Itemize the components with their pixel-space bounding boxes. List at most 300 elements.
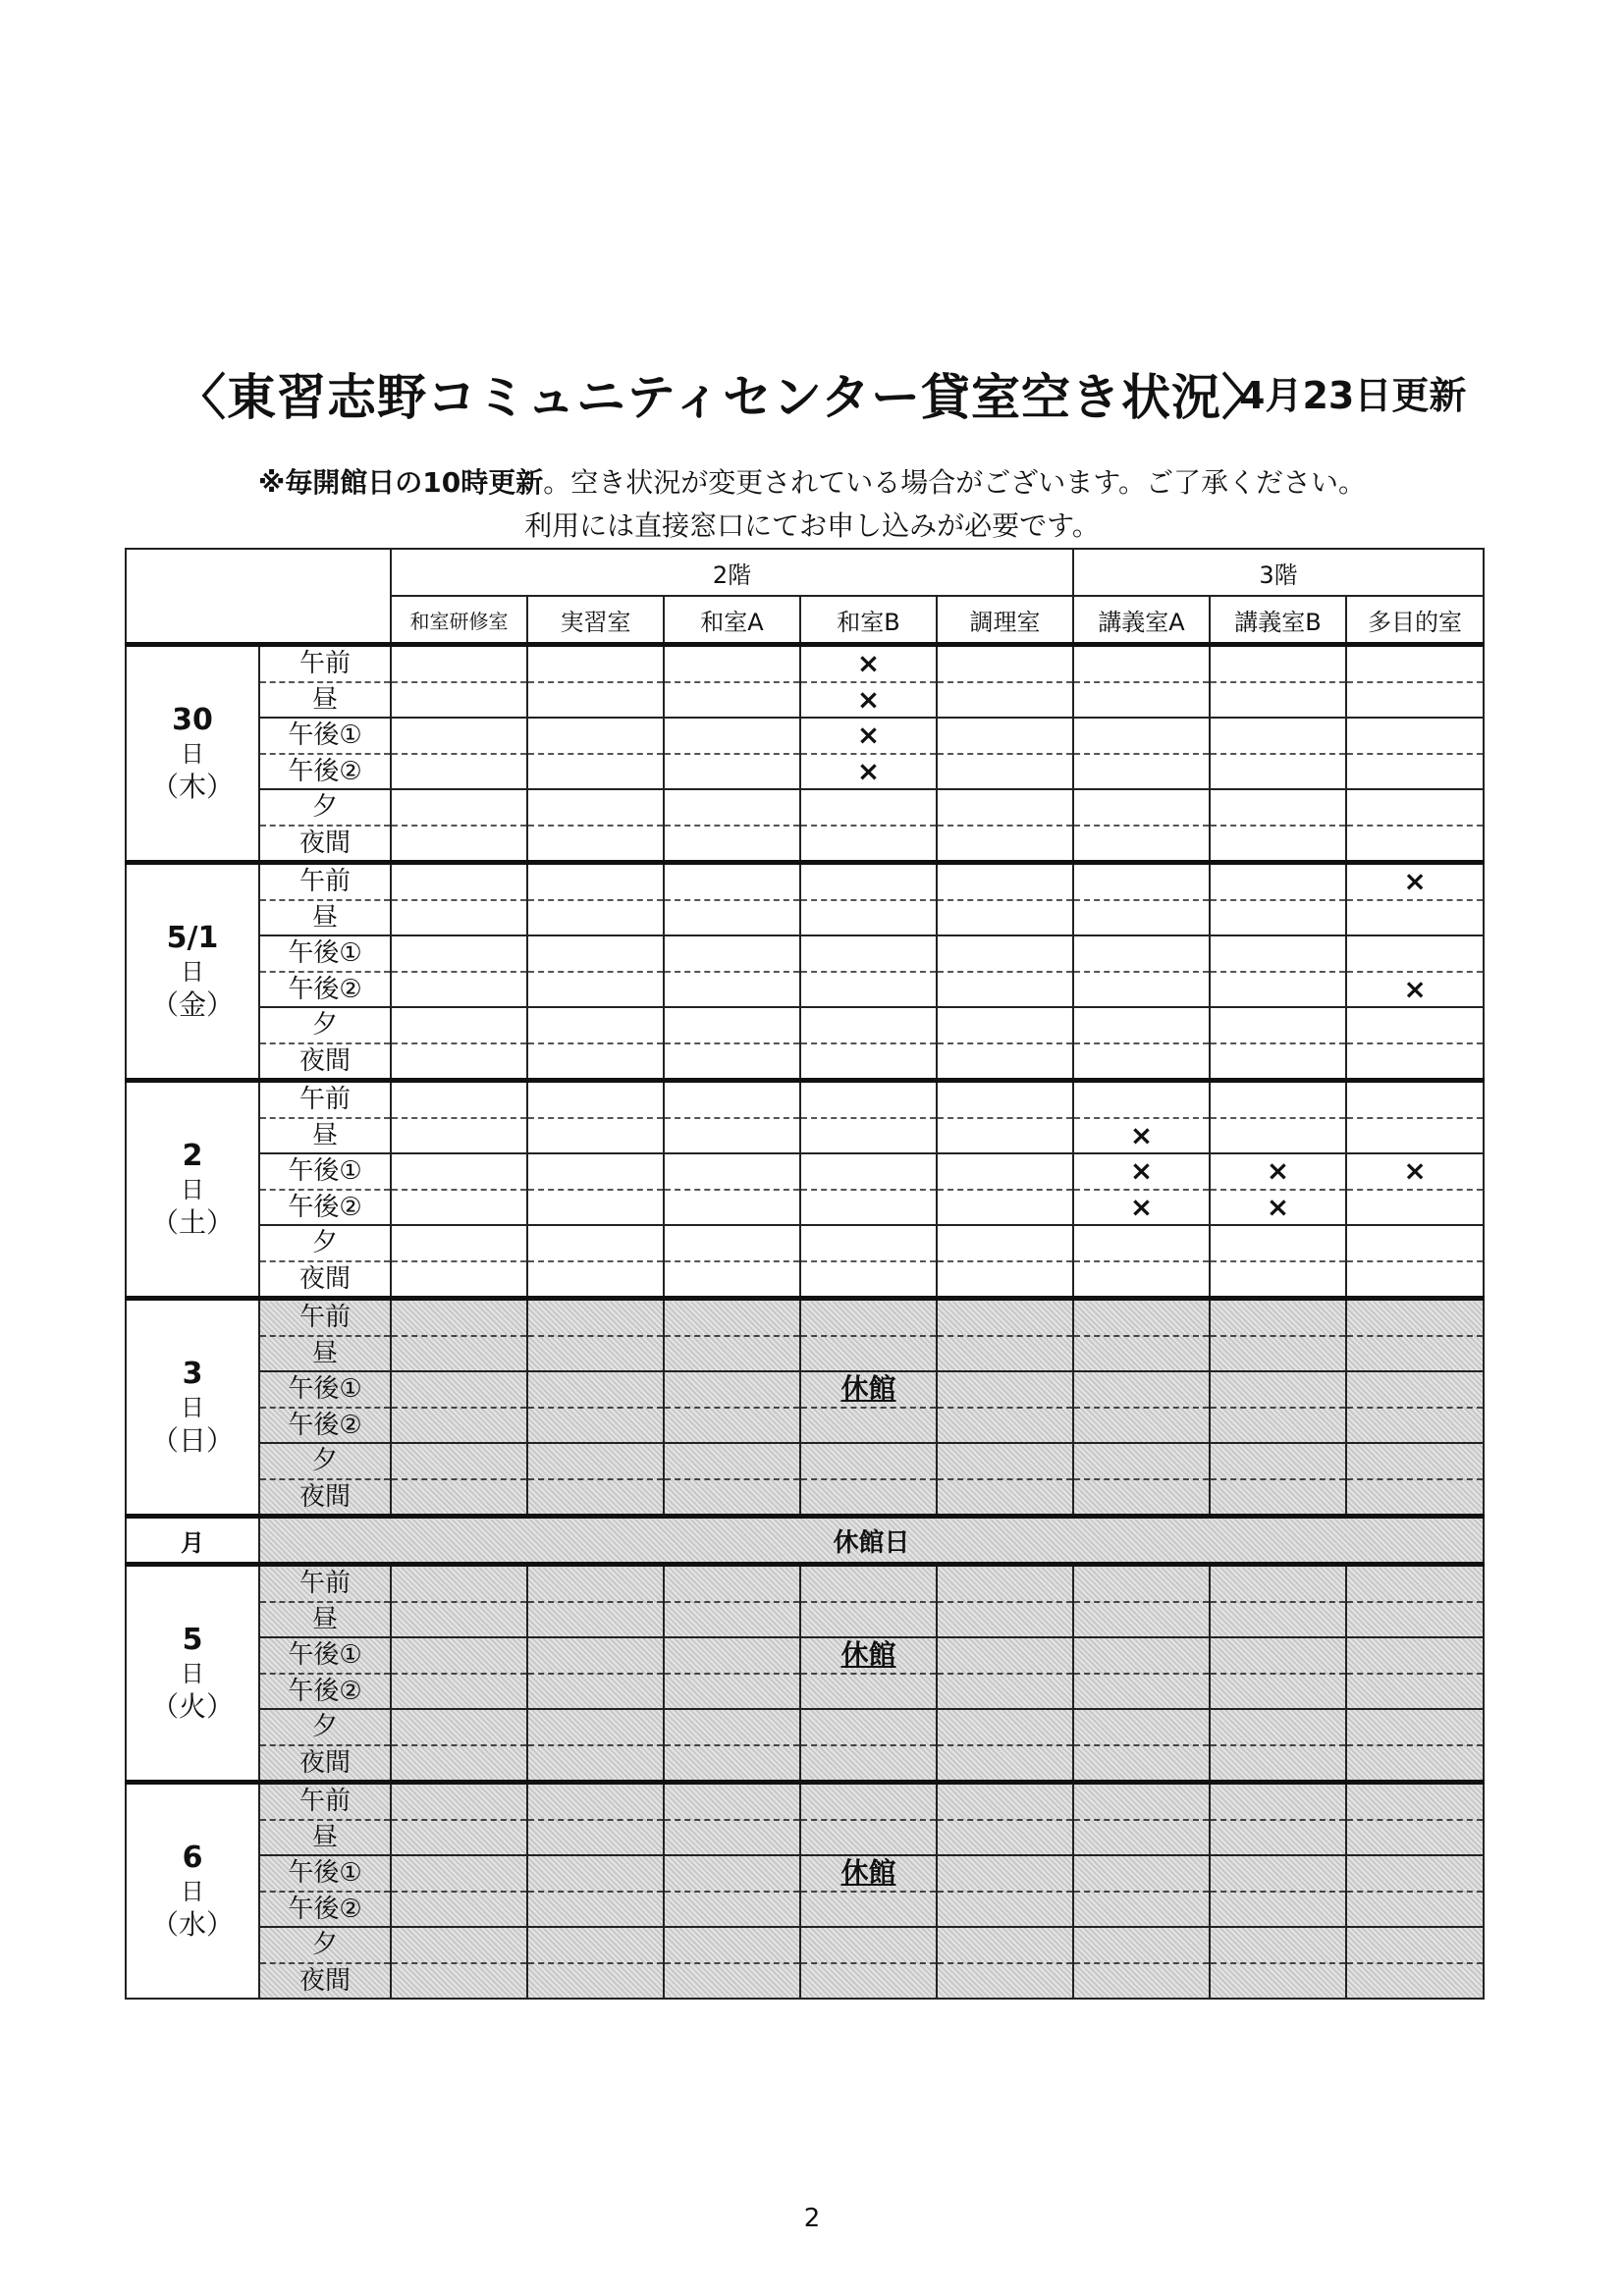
booked-mark: × [1403, 1154, 1427, 1188]
slot-value [665, 1567, 799, 1601]
slot-value [665, 1928, 799, 1962]
slot-value [1211, 1189, 1345, 1225]
slot-value [528, 1478, 663, 1515]
availability-cell [937, 1637, 1073, 1709]
availability-cell [391, 1443, 527, 1517]
slot-value [392, 1042, 526, 1079]
slot-value [665, 1226, 799, 1260]
slot-label: 昼 [260, 899, 390, 935]
slot-value [1347, 936, 1483, 971]
slot-value [938, 647, 1072, 681]
slot-value [528, 899, 663, 935]
availability-cell [391, 1153, 527, 1225]
availability-cell [1346, 645, 1484, 719]
slot-value [528, 1567, 663, 1601]
slot-value [801, 1744, 936, 1781]
slot-value [665, 790, 799, 825]
availability-cell [1073, 1225, 1210, 1299]
slot-label: 午後① [288, 1374, 362, 1405]
slot-value [1347, 647, 1483, 681]
availability-cell [800, 1007, 937, 1081]
slot-value [1211, 647, 1345, 681]
slot-value [1074, 1601, 1209, 1637]
slot-value [1074, 1189, 1209, 1225]
availability-cell [1346, 1855, 1484, 1927]
day-char: 日 [181, 1176, 204, 1204]
slot-label: 夜間 [260, 1478, 390, 1515]
slot-group-row [126, 645, 1484, 719]
slot-value [528, 1189, 663, 1225]
day-char: 日 [181, 1660, 204, 1688]
availability-cell [937, 1927, 1073, 1999]
availability-cell [937, 1443, 1073, 1517]
slot-value [528, 1083, 663, 1117]
slot-value [665, 1638, 799, 1673]
availability-cell [800, 1443, 937, 1517]
slot-value [392, 825, 526, 861]
slot-value [1074, 1478, 1209, 1515]
slot-value [1074, 1856, 1209, 1891]
availability-cell [937, 1299, 1073, 1372]
availability-cell [1210, 1855, 1346, 1927]
availability-cell [1073, 1081, 1210, 1154]
availability-cell [937, 1783, 1073, 1856]
day-label [126, 645, 259, 863]
slot-value [801, 1478, 936, 1515]
slot-value [1211, 681, 1345, 718]
slot-value [1211, 1601, 1345, 1637]
availability-cell [664, 1081, 800, 1154]
availability-cell [1073, 1927, 1210, 1999]
slot-value [1347, 1154, 1483, 1189]
booked-mark: × [1266, 1190, 1290, 1223]
slot-value [1211, 1673, 1345, 1709]
slot-value [528, 1008, 663, 1042]
slot-value [392, 1478, 526, 1515]
slot-value [1347, 1444, 1483, 1478]
availability-cell [1210, 718, 1346, 789]
day-of-week: （水） [150, 1908, 234, 1942]
slot-value [528, 1407, 663, 1443]
availability-cell [391, 789, 527, 863]
slot-value [1211, 1785, 1345, 1819]
slot-value [801, 1154, 936, 1189]
availability-cell [800, 1153, 937, 1225]
slot-value [1347, 865, 1483, 899]
slot-value [665, 1301, 799, 1335]
slot-value [801, 936, 936, 971]
slot-value [1211, 1567, 1345, 1601]
slot-value [1074, 1744, 1209, 1781]
day-label [126, 1299, 259, 1517]
slot-group-row [126, 1565, 1484, 1638]
slot-value [528, 1673, 663, 1709]
slot-value [1074, 681, 1209, 718]
update-notice [0, 461, 1624, 501]
slot-value [528, 647, 663, 681]
slot-value [392, 1819, 526, 1855]
slot-value [528, 1928, 663, 1962]
slot-value [1347, 790, 1483, 825]
slot-value [528, 1335, 663, 1371]
availability-cell [1073, 1371, 1210, 1443]
slot-value [665, 899, 799, 935]
slot-value [1347, 1638, 1483, 1673]
slot-label: 午後② [260, 753, 390, 789]
slot-label-cell [259, 1637, 391, 1709]
room-header: 講義室A [1073, 596, 1210, 645]
availability-cell [391, 718, 527, 789]
slot-value [392, 1260, 526, 1297]
slot-value [528, 1117, 663, 1153]
availability-cell [937, 718, 1073, 789]
updated-date: 4月23日更新 [1239, 374, 1467, 417]
availability-cell [1346, 1565, 1484, 1638]
slot-value [1074, 971, 1209, 1007]
slot-value [1347, 1226, 1483, 1260]
availability-cell [527, 1299, 664, 1372]
slot-value [801, 1260, 936, 1297]
slot-value [528, 865, 663, 899]
slot-value [665, 1042, 799, 1079]
slot-value [938, 1891, 1072, 1927]
slot-label: 昼 [260, 1819, 390, 1855]
slot-value [938, 1928, 1072, 1962]
slot-value [938, 1710, 1072, 1744]
slot-value [1211, 1301, 1345, 1335]
slot-value [392, 1567, 526, 1601]
slot-value [1074, 1673, 1209, 1709]
availability-cell [800, 1927, 937, 1999]
slot-value [665, 1260, 799, 1297]
slot-value [392, 1301, 526, 1335]
booked-mark: × [856, 754, 881, 787]
availability-cell [664, 935, 800, 1007]
availability-cell [1210, 1007, 1346, 1081]
slot-value [1211, 1710, 1345, 1744]
availability-cell [1346, 1371, 1484, 1443]
slot-value [392, 1710, 526, 1744]
availability-cell [527, 1855, 664, 1927]
availability-cell [1210, 1371, 1346, 1443]
page-number: 2 [803, 2204, 821, 2233]
availability-cell [527, 1565, 664, 1638]
slot-value [665, 1154, 799, 1189]
slot-value [392, 899, 526, 935]
availability-cell [527, 1783, 664, 1856]
availability-cell [664, 1855, 800, 1927]
availability-cell [800, 935, 937, 1007]
availability-cell [1210, 1927, 1346, 1999]
slot-value [1347, 753, 1483, 789]
room-header: 講義室B [1210, 596, 1346, 645]
slot-label: 午前 [298, 867, 351, 897]
slot-value [938, 681, 1072, 718]
slot-value [801, 681, 936, 718]
slot-value [1347, 1260, 1483, 1297]
slot-label-cell [259, 789, 391, 863]
slot-value [392, 1407, 526, 1443]
slot-value [1211, 1008, 1345, 1042]
slot-value [528, 971, 663, 1007]
slot-label: 午後① [288, 1156, 362, 1187]
slot-value [938, 1008, 1072, 1042]
booked-mark: × [1403, 865, 1427, 898]
slot-value [528, 1154, 663, 1189]
availability-cell [1210, 1443, 1346, 1517]
slot-value [1074, 1710, 1209, 1744]
slot-value [1211, 1372, 1345, 1407]
booked-mark: × [1129, 1190, 1154, 1223]
availability-cell [800, 863, 937, 936]
slot-value [528, 936, 663, 971]
day-number: 6 [182, 1841, 203, 1876]
slot-value [801, 1928, 936, 1962]
slot-value [938, 1189, 1072, 1225]
slot-label-cell [259, 1443, 391, 1517]
availability-cell [664, 863, 800, 936]
monday-row [126, 1517, 1484, 1565]
availability-cell [1210, 1081, 1346, 1154]
slot-value [528, 1260, 663, 1297]
slot-value [392, 647, 526, 681]
availability-cell [391, 1927, 527, 1999]
room-header: 多目的室 [1346, 596, 1484, 645]
availability-cell [391, 645, 527, 719]
slot-value [801, 753, 936, 789]
day-label [126, 1783, 259, 2000]
slot-value [1211, 1407, 1345, 1443]
slot-value [938, 1444, 1072, 1478]
availability-cell [937, 1855, 1073, 1927]
slot-value [392, 1638, 526, 1673]
slot-value [938, 1601, 1072, 1637]
slot-value [801, 1117, 936, 1153]
availability-cell [1346, 1153, 1484, 1225]
day-label [126, 863, 259, 1081]
slot-value [1074, 719, 1209, 753]
slot-value [801, 1785, 936, 1819]
slot-value [1211, 1444, 1345, 1478]
availability-cell [1073, 789, 1210, 863]
monday-closed-text [259, 1517, 1484, 1565]
availability-cell [1073, 863, 1210, 936]
slot-value [1347, 1008, 1483, 1042]
slot-value [1347, 825, 1483, 861]
slot-value [665, 1117, 799, 1153]
slot-group-row [126, 1855, 1484, 1927]
slot-label-cell [259, 1855, 391, 1927]
availability-cell [527, 718, 664, 789]
slot-value [1074, 899, 1209, 935]
availability-cell [664, 1443, 800, 1517]
slot-value [1211, 936, 1345, 971]
slot-value [938, 1335, 1072, 1371]
slot-value [801, 1673, 936, 1709]
slot-value [392, 1444, 526, 1478]
corner-cell [126, 549, 391, 645]
slot-value [1211, 1226, 1345, 1260]
availability-cell [527, 1637, 664, 1709]
room-header: 和室研修室 [391, 596, 527, 645]
slot-value [665, 1407, 799, 1443]
slot-value [938, 971, 1072, 1007]
slot-value [938, 1407, 1072, 1443]
availability-cell [1210, 1783, 1346, 1856]
slot-value [1074, 1444, 1209, 1478]
slot-value [1211, 899, 1345, 935]
slot-value [665, 1372, 799, 1407]
slot-value [528, 1710, 663, 1744]
booked-mark: × [1266, 1154, 1290, 1188]
availability-cell [527, 1371, 664, 1443]
slot-label: 夜間 [260, 825, 390, 861]
slot-value [1211, 865, 1345, 899]
availability-cell [800, 1299, 937, 1372]
slot-value [938, 719, 1072, 753]
slot-value [665, 936, 799, 971]
availability-cell [527, 789, 664, 863]
slot-value [801, 865, 936, 899]
slot-value [1211, 1891, 1345, 1927]
slot-group-row [126, 1081, 1484, 1154]
availability-cell [391, 1637, 527, 1709]
slot-label: 午前 [298, 1787, 351, 1817]
slot-value [1347, 1856, 1483, 1891]
availability-cell [1073, 1637, 1210, 1709]
availability-cell [1210, 935, 1346, 1007]
availability-cell [1346, 1783, 1484, 1856]
slot-value [1074, 753, 1209, 789]
availability-cell [664, 1225, 800, 1299]
update-notice-bold: ※毎開館日の10時更新 [258, 466, 544, 499]
booked-mark: × [1403, 972, 1427, 1005]
slot-value [1347, 1601, 1483, 1637]
slot-label-cell [259, 1299, 391, 1372]
day-of-week: （火） [150, 1690, 234, 1724]
availability-cell [937, 1081, 1073, 1154]
slot-label: 午前 [298, 1085, 351, 1115]
availability-cell [527, 1007, 664, 1081]
availability-table [125, 548, 1485, 2000]
slot-value [801, 790, 936, 825]
availability-cell [1073, 645, 1210, 719]
availability-cell [1073, 1153, 1210, 1225]
slot-label: 午後② [260, 1189, 390, 1225]
slot-value [938, 1226, 1072, 1260]
slot-label: 午前 [298, 649, 351, 679]
availability-cell [1073, 1783, 1210, 1856]
slot-label-cell [259, 1081, 391, 1154]
slot-value [938, 1083, 1072, 1117]
availability-cell [391, 863, 527, 936]
slot-label-cell [259, 1371, 391, 1443]
availability-cell [800, 1565, 937, 1638]
slot-value [938, 1962, 1072, 1999]
slot-value [392, 1008, 526, 1042]
slot-value [801, 1301, 936, 1335]
slot-group-row [126, 1225, 1484, 1299]
slot-value [1074, 1891, 1209, 1927]
slot-value [392, 753, 526, 789]
slot-value [1347, 1117, 1483, 1153]
slot-value [938, 1301, 1072, 1335]
availability-cell [527, 1709, 664, 1783]
slot-label-cell [259, 1007, 391, 1081]
slot-value [528, 790, 663, 825]
availability-cell [527, 1225, 664, 1299]
slot-value [938, 1042, 1072, 1079]
floor-2f-header: 2階 [391, 549, 1073, 596]
availability-cell [1346, 1637, 1484, 1709]
day-of-week: （日） [150, 1424, 234, 1458]
slot-value [801, 1601, 936, 1637]
availability-cell [800, 718, 937, 789]
availability-cell [391, 1565, 527, 1638]
availability-cell [1346, 1007, 1484, 1081]
application-notice: 利用には直接窓口にてお申し込みが必要です。 [524, 509, 1100, 542]
slot-value [938, 1785, 1072, 1819]
availability-cell [527, 1927, 664, 1999]
slot-value [392, 865, 526, 899]
slot-value [1074, 1785, 1209, 1819]
slot-value [528, 1042, 663, 1079]
slot-value [801, 1819, 936, 1855]
slot-value [528, 1785, 663, 1819]
slot-value [665, 719, 799, 753]
availability-cell [664, 645, 800, 719]
slot-value [1211, 1117, 1345, 1153]
day-of-week: （金） [150, 988, 234, 1022]
day-number: 5/1 [166, 921, 219, 956]
slot-group-row [126, 718, 1484, 789]
slot-value [1347, 1891, 1483, 1927]
slot-label: 夜間 [260, 1962, 390, 1999]
availability-cell [937, 1709, 1073, 1783]
slot-label: 夕 [311, 792, 338, 823]
availability-cell [664, 1565, 800, 1638]
slot-value [1074, 1226, 1209, 1260]
availability-cell [527, 863, 664, 936]
day-label [126, 1081, 259, 1299]
availability-cell [527, 1081, 664, 1154]
slot-value [1211, 1928, 1345, 1962]
availability-cell [664, 1637, 800, 1709]
availability-cell [800, 1081, 937, 1154]
slot-value [801, 1189, 936, 1225]
slot-value [801, 1083, 936, 1117]
availability-cell [664, 1299, 800, 1372]
closed-label: 休館 [840, 1638, 896, 1672]
availability-cell [1210, 863, 1346, 936]
availability-cell [664, 718, 800, 789]
slot-value [1074, 1042, 1209, 1079]
slot-value [1347, 1673, 1483, 1709]
slot-value [1347, 1335, 1483, 1371]
slot-value [665, 865, 799, 899]
slot-label: 午前 [298, 1303, 351, 1333]
slot-value [938, 1567, 1072, 1601]
availability-cell [1210, 1709, 1346, 1783]
availability-cell [664, 789, 800, 863]
slot-value [1211, 1335, 1345, 1371]
slot-group-row [126, 1709, 1484, 1783]
availability-cell [527, 935, 664, 1007]
slot-value [392, 1673, 526, 1709]
slot-value [1347, 1744, 1483, 1781]
slot-label: 午後② [260, 1673, 390, 1709]
slot-label-cell [259, 1709, 391, 1783]
